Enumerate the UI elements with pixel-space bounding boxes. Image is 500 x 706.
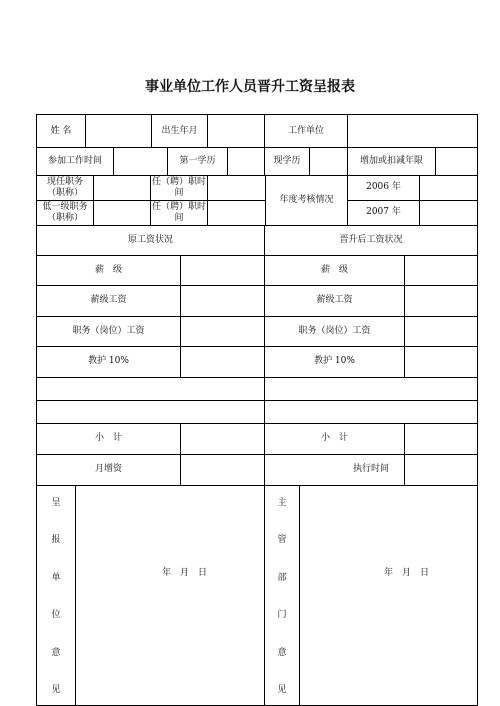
effective-time-label: 执行时间 <box>352 464 389 474</box>
grade-pay-label: 薪级工资 <box>90 295 127 305</box>
label-char: 位 <box>51 610 61 621</box>
label-char: 意 <box>51 647 61 658</box>
promoted-salary-header: 晋升后工资状况 <box>339 234 403 245</box>
teaching-allowance-label: 教护 10% <box>314 356 355 366</box>
grade-pay-label: 薪级工资 <box>316 295 353 305</box>
current-position-label: 现任职务（职称） <box>46 176 83 198</box>
subtotal-field[interactable] <box>181 423 264 454</box>
teaching-allowance-field[interactable] <box>181 346 264 377</box>
position-pay-field[interactable] <box>181 316 264 346</box>
adjust-years-field[interactable] <box>436 147 477 175</box>
year-2006-field[interactable] <box>420 175 477 200</box>
salary-grade-label: 薪 级 <box>320 264 348 275</box>
year-2006-label: 2006 年 <box>366 182 401 192</box>
monthly-increase-label: 月增资 <box>94 464 122 474</box>
current-position-field[interactable] <box>94 175 150 200</box>
blank-row-field[interactable] <box>265 400 477 423</box>
year-2007-field[interactable] <box>420 200 477 225</box>
work-unit-field[interactable] <box>348 115 477 147</box>
blank-row-field[interactable] <box>37 400 264 423</box>
blank-row-field[interactable] <box>265 377 477 400</box>
annual-review-label: 年度考核情况 <box>279 194 334 205</box>
salary-grade-label: 薪 级 <box>94 264 122 275</box>
label-char: 见 <box>277 684 287 695</box>
birth-date-label: 出生年月 <box>161 125 198 136</box>
label-char: 门 <box>277 610 287 621</box>
label-char: 呈 <box>51 498 61 508</box>
grade-pay-field[interactable] <box>181 285 264 316</box>
name-label: 姓 名 <box>50 125 72 136</box>
supervisor-opinion-area[interactable] <box>300 486 477 705</box>
name-field[interactable] <box>86 115 151 147</box>
subtotal-label: 小 计 <box>94 433 122 443</box>
position-pay-label: 职务（岗位）工资 <box>298 325 371 336</box>
subtotal-field[interactable] <box>405 423 477 454</box>
lower-position-field[interactable] <box>94 200 150 225</box>
salary-report-form <box>36 114 478 706</box>
label-char: 报 <box>51 535 61 546</box>
teaching-allowance-field[interactable] <box>405 346 477 377</box>
label-char: 管 <box>277 535 287 546</box>
subtotal-label: 小 计 <box>320 433 348 443</box>
reporting-unit-opinion-label <box>37 495 75 695</box>
monthly-increase-field[interactable] <box>181 454 264 485</box>
label-char: 见 <box>51 684 61 695</box>
date-line: 年 月 日 <box>384 568 430 578</box>
label-char: 主 <box>277 498 287 508</box>
original-salary-header: 原工资状况 <box>127 234 173 245</box>
adjust-years-label: 增加或扣减年限 <box>359 155 423 166</box>
label-char: 意 <box>277 647 287 658</box>
page-title: 事业单位工作人员晋升工资呈报表 <box>145 79 355 95</box>
label-char: 单 <box>51 572 61 583</box>
appointed-time-label: 任（聘）职时间 <box>151 176 206 198</box>
blank-row-field[interactable] <box>37 377 264 400</box>
work-unit-label: 工作单位 <box>287 125 324 136</box>
appointed-time-label: 任（聘）职时间 <box>151 201 206 223</box>
birth-date-field[interactable] <box>208 115 264 147</box>
lower-position-label: 低一级职务（职称） <box>42 201 88 223</box>
reporting-unit-opinion-area[interactable] <box>76 486 264 705</box>
grade-pay-field[interactable] <box>405 285 477 316</box>
appointed-time-field[interactable] <box>208 200 265 225</box>
work-start-label: 参加工作时间 <box>47 155 102 166</box>
year-2007-label: 2007 年 <box>366 207 401 217</box>
work-start-field[interactable] <box>114 147 167 175</box>
date-line: 年 月 日 <box>162 568 208 578</box>
supervisor-opinion-label <box>265 495 299 695</box>
position-pay-field[interactable] <box>405 316 477 346</box>
salary-grade-field[interactable] <box>181 255 264 285</box>
current-education-field[interactable] <box>310 147 347 175</box>
first-education-field[interactable] <box>228 147 264 175</box>
label-char: 部 <box>277 572 287 583</box>
first-education-label: 第一学历 <box>179 155 216 166</box>
teaching-allowance-label: 教护 10% <box>88 356 129 366</box>
position-pay-label: 职务（岗位）工资 <box>72 325 145 336</box>
salary-grade-field[interactable] <box>405 255 477 285</box>
current-education-label: 现学历 <box>273 155 301 166</box>
appointed-time-field[interactable] <box>208 175 265 200</box>
